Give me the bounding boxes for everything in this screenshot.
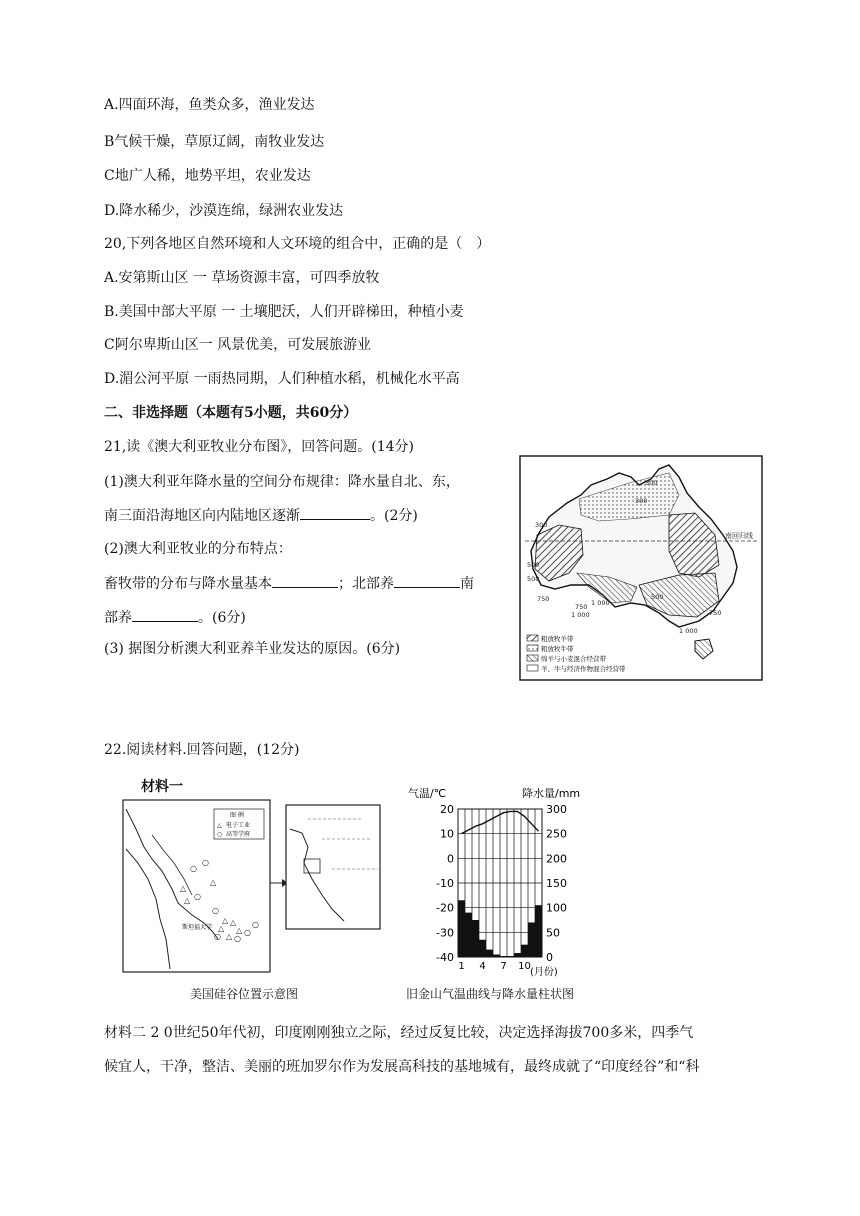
q21-part2-text: 畜牧带的分布与降水量基本 xyxy=(104,576,272,592)
q21-stem: 21,读《澳大利亚牧业分布图》，回答问题。(14分) xyxy=(104,439,415,455)
q21-part1-score: 。(2分) xyxy=(370,508,418,524)
svg-text:△: △ xyxy=(210,878,217,887)
precipitation-bar xyxy=(465,913,472,957)
q21-part2-text2: 部养 xyxy=(104,610,132,626)
q22-stem: 22.阅读材料.回答问题，(12分) xyxy=(104,742,300,758)
map-caption: 美国硅谷位置示意图 xyxy=(190,987,299,1001)
q21-part2-mid: ；北部养 xyxy=(338,576,394,592)
isohyet-label: 750 xyxy=(537,595,550,603)
triangle-icon: △ xyxy=(217,822,222,829)
isohyet-label: 300 xyxy=(645,479,658,487)
precipitation-bar xyxy=(535,905,542,957)
legend-university: 高等学府 xyxy=(226,831,251,838)
isohyet-label: 1 000 xyxy=(591,599,610,607)
isohyet-label: 300 xyxy=(535,521,548,529)
tropic-label: 南回归线 xyxy=(725,532,753,540)
q20-stem: 20,下列各地区自然环境和人文环境的组合中，正确的是（ ） xyxy=(104,236,491,252)
svg-text:○: ○ xyxy=(252,920,259,929)
section-title: 二、非选择题（本题有5小题，共60分） xyxy=(104,405,358,421)
svg-text:△: △ xyxy=(236,926,243,935)
q19-option-a: A.四面环海，鱼类众多，渔业发达 xyxy=(104,97,315,113)
q21-part2-line2 xyxy=(104,607,246,628)
legend-label: 绵羊与小麦混合经营带 xyxy=(541,655,606,663)
australia-pastoral-map xyxy=(519,455,763,681)
precipitation-bar xyxy=(528,922,535,957)
answer-blank[interactable] xyxy=(272,573,338,588)
precipitation-bar xyxy=(458,900,465,957)
svg-text:○: ○ xyxy=(244,928,251,937)
left-tick-label: 20 xyxy=(440,803,454,816)
isohyet-label: 500 xyxy=(651,593,664,601)
legend-label: 粗放牧牛带 xyxy=(541,645,574,653)
left-tick-label: -20 xyxy=(436,901,454,915)
legend-label: 羊、牛与经济作物混合经营带 xyxy=(541,665,626,673)
stanford-label: 斯坦福大学 xyxy=(182,924,213,931)
circle-icon: ○ xyxy=(217,831,223,838)
q19-option-b: B气候干燥，草原辽阔，南牧业发达 xyxy=(104,134,325,150)
map-legend-title: 图 例 xyxy=(230,812,244,819)
isohyet-label: 750 xyxy=(575,603,588,611)
x-axis-label: (月份) xyxy=(530,967,558,977)
svg-text:△: △ xyxy=(180,884,187,893)
isohyet-label: 1 000 xyxy=(679,627,698,635)
isohyet-label: 1 000 xyxy=(571,611,590,619)
q20-option-c: C阿尔卑斯山区一 风景优美，可发展旅游业 xyxy=(104,337,372,353)
left-tick-label: -10 xyxy=(436,877,454,890)
precipitation-bar xyxy=(479,940,486,957)
q19-option-d: D.降水稀少，沙漠连绵，绿洲农业发达 xyxy=(104,203,344,219)
silicon-valley-map xyxy=(122,799,382,973)
right-tick-label: 300 xyxy=(546,803,567,816)
material1-title: 材料一 xyxy=(141,779,183,795)
svg-text:△: △ xyxy=(218,924,225,933)
svg-text:○: ○ xyxy=(194,892,201,901)
left-tick-label: -40 xyxy=(436,951,454,964)
material2-line1: 材料二 2 0世纪50年代初，印度刚刚独立之际，经过反复比较，决定选择海拔700多米，四季气 xyxy=(104,1025,694,1041)
svg-text:△: △ xyxy=(226,932,233,941)
svg-text:△: △ xyxy=(184,896,191,905)
right-tick-label: 250 xyxy=(546,827,567,841)
isohyet-label: 500 xyxy=(527,561,540,569)
right-tick-label: 150 xyxy=(546,877,567,890)
x-tick-label: 7 xyxy=(500,961,507,972)
x-tick-label: 1 xyxy=(458,961,465,972)
svg-text:△: △ xyxy=(230,918,237,927)
svg-text:○: ○ xyxy=(212,906,219,915)
right-tick-label: 200 xyxy=(546,852,567,866)
q20-option-b: B.美国中部大平原 一 土壤肥沃，人们开辟梯田，种植小麦 xyxy=(104,304,464,320)
q20-option-a: A.安第斯山区 一 草场资源丰富，可四季放牧 xyxy=(104,270,380,286)
q20-option-d: D.湄公河平原 一雨热同期，人们种植水稻，机械化水平高 xyxy=(104,371,460,387)
q21-part2-score: 。(6分) xyxy=(198,610,246,626)
left-tick-label: 0 xyxy=(447,852,454,866)
isohyet-label: 500 xyxy=(527,575,540,583)
precipitation-bar xyxy=(507,956,514,957)
answer-blank[interactable] xyxy=(394,573,460,588)
q21-part2-title: (2)澳大利亚牧业的分布特点： xyxy=(104,541,292,557)
svg-text:○: ○ xyxy=(214,932,221,941)
x-tick-label: 4 xyxy=(479,961,486,972)
q21-part2-line1 xyxy=(104,573,474,594)
isohyet-label: 300 xyxy=(635,497,648,505)
answer-blank[interactable] xyxy=(132,607,198,622)
svg-text:○: ○ xyxy=(234,934,241,943)
material2-line2: 候宜人，干净，整洁、美丽的班加罗尔作为发展高科技的基地城有，最终成就了“印度经谷”和“科 xyxy=(104,1059,700,1075)
left-tick-label: -30 xyxy=(436,926,454,940)
svg-text:△: △ xyxy=(222,916,229,925)
precipitation-bar xyxy=(472,920,479,957)
precipitation-bar xyxy=(514,953,521,957)
chart-caption: 旧金山气温曲线与降水量柱状图 xyxy=(406,987,575,1001)
svg-text:○: ○ xyxy=(190,864,197,873)
q21-part2-south: 南 xyxy=(460,576,474,592)
right-tick-label: 50 xyxy=(546,926,560,940)
legend-label: 粗放牧羊带 xyxy=(541,635,574,643)
left-tick-label: 10 xyxy=(440,827,454,841)
q21-part1-line1: (1)澳大利亚年降水量的空间分布规律：降水量自北、东， xyxy=(104,474,460,490)
precipitation-bar xyxy=(500,956,507,957)
precipitation-bar xyxy=(521,945,528,957)
precipitation-bar xyxy=(486,950,493,957)
precipitation-bar xyxy=(493,955,500,957)
climate-chart xyxy=(404,785,600,977)
q21-part3: (3) 据图分析澳大利亚养羊业发达的原因。(6分) xyxy=(104,641,401,657)
right-tick-label: 100 xyxy=(546,901,567,915)
right-tick-label: 0 xyxy=(546,951,553,964)
q21-part1-line2 xyxy=(104,505,418,526)
q21-part1-text: 南三面沿海地区向内陆地区逐渐 xyxy=(104,508,300,524)
left-axis-label: 气温/℃ xyxy=(408,787,447,800)
legend-electronics: 电子工业 xyxy=(226,822,251,829)
answer-blank[interactable] xyxy=(300,505,370,520)
right-axis-label: 降水量/mm xyxy=(522,787,581,800)
isohyet-label: 750 xyxy=(709,609,722,617)
svg-text:○: ○ xyxy=(202,858,209,867)
q19-option-c: C地广人稀，地势平坦，农业发达 xyxy=(104,168,311,184)
x-tick-label: 10 xyxy=(518,961,531,972)
